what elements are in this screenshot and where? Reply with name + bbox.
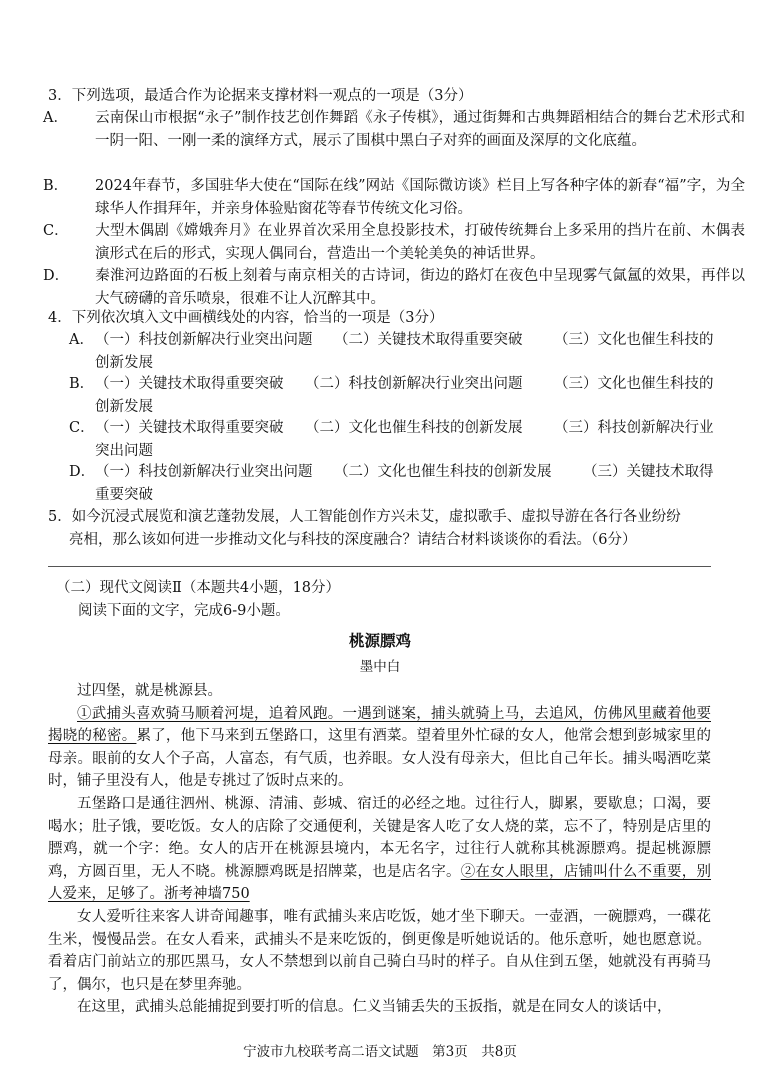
q4-option-a <box>69 329 714 374</box>
option-part-3: （三）文化也催生科技的 <box>554 376 714 392</box>
q3-option-d <box>43 265 745 310</box>
q3-option-b <box>43 175 745 220</box>
option-text: 云南保山市根据“永子”制作技艺创作舞蹈《永子传棋》，通过街舞和古典舞蹈相结合的舞台艺术形式和一阴一阳、一刚一柔的演绎方式，展示了围棋中黑白子对弈的画面及深厚的文化底蕴。 <box>95 110 745 149</box>
option-part-3-cont: 创新发展 <box>95 398 153 415</box>
question-3-stem: 3．下列选项，最适合作为论据来支撑材料一观点的一项是（3分） <box>48 88 473 104</box>
option-part-2: （二）文化也催生科技的创新发展 <box>334 464 552 480</box>
watermark-text: 浙考神墙750 <box>164 886 250 903</box>
paragraph-4: 女人爱听往来客人讲奇闻趣事，唯有武捕头来店吃饭，她才坐下聊天。一壶酒，一碗膘鸡，一碟花生米，慢慢品尝。在女人看来，武捕头不是来吃饭的，倒更像是听她说话的。他乐意听，她也愿意说。看着店门前站立的那匹黑马，女人不禁想到以前自己骑白马时的样子。自从住到五堡，她就没有再骑马了，偶尔，也只是在梦里奔驰。 <box>48 908 711 993</box>
paragraph-2 <box>48 703 711 793</box>
option-part-1: （一）科技创新解决行业突出问题 <box>95 464 313 480</box>
option-letter: D． <box>69 464 96 480</box>
paragraph-3-text: 五堡路口是通往泗州、桃源、清浦、彭城、宿迁的必经之地。过往行人，脚累，要歇息；口渴，要喝水；肚子饿，要吃饭。女人的店除了交通便利，关键是客人吃了女人烧的菜，忘不了，特别是店里的膘鸡，就一个字：绝。女人的店开在桃源县境内，本无名字，过往行人就称其桃源膘鸡。提起桃源膘鸡，方圆百里，无人不晓。桃源膘鸡既是招牌菜，也是店名字。 <box>48 795 711 880</box>
paragraph-3 <box>48 793 711 906</box>
option-part-1: （一）关键技术取得重要突破 <box>95 376 284 392</box>
page-footer: 宁波市九校联考高二语文试题 第3页 共8页 <box>243 1044 517 1060</box>
option-letter: A． <box>43 110 68 126</box>
option-letter: A． <box>69 332 94 348</box>
option-part-3-cont: 突出问题 <box>95 442 153 459</box>
paragraph-2-text: 累了，他下马来到五堡路口，这里有酒菜。望着里外忙碌的女人，他常会想到彭城家里的母亲。眼前的女人个子高，人富态，有气质，也养眼。女人没有母亲大，但比自己年长。捕头喝酒吃菜时，铺子里没有人，他是专挑过了饭时点来的。 <box>48 728 712 790</box>
question-5-line-2: 亮相，那么该如何进一步推动文化与科技的深度融合？请结合材料谈谈你的看法。（6分） <box>69 532 637 548</box>
option-part-1: （一）关键技术取得重要突破 <box>95 420 284 436</box>
option-letter: C． <box>43 223 69 239</box>
paragraph-1: 过四堡，就是桃源县。 <box>77 683 222 699</box>
option-text: 2024年春节，多国驻华大使在“国际在线”网站《国际微访谈》栏目上写各种字体的新春“福”字，为全球华人作揖拜年，并亲身体验贴窗花等春节传统文化习俗。 <box>95 178 745 217</box>
q4-option-b <box>69 373 714 418</box>
option-part-2: （二）科技创新解决行业突出问题 <box>305 376 523 392</box>
option-text: 大型木偶剧《嫦娥奔月》在业界首次采用全息投影技术，打破传统舞台上多采用的挡片在前、木偶表演形式在后的形式，实现人偶同台，营造出一个美轮美奂的神话世界。 <box>95 223 745 262</box>
option-part-3-cont: 重要突破 <box>95 486 153 503</box>
q3-option-c <box>43 220 745 265</box>
story-title: 桃源膘鸡 <box>348 632 411 650</box>
option-part-2: （二）文化也催生科技的创新发展 <box>305 420 523 436</box>
q4-option-d <box>69 461 714 506</box>
option-part-1: （一）科技创新解决行业突出问题 <box>95 332 313 348</box>
option-part-3: （三）文化也催生科技的 <box>554 332 714 348</box>
section-divider <box>48 566 711 567</box>
paragraph-5: 在这里，武捕头总能捕捉到要打听的信息。仁义当铺丢失的玉扳指，就是在同女人的谈话中， <box>77 999 672 1016</box>
option-part-3: （三）关键技术取得 <box>583 464 714 480</box>
option-letter: B． <box>69 376 95 392</box>
question-4-stem: 4．下列依次填入文中画横线处的内容，恰当的一项是（3分） <box>48 310 444 326</box>
option-letter: C． <box>69 420 95 436</box>
q4-option-c <box>69 417 714 462</box>
option-letter: B． <box>43 178 69 194</box>
option-part-3: （三）科技创新解决行业 <box>554 420 714 436</box>
option-letter: D． <box>43 268 70 284</box>
underlined-sentence-2-text: ②在女人眼里，店铺叫什么不重要，别人爱来，足够了。 <box>48 863 712 903</box>
section-heading: （二）现代文阅读Ⅱ（本题共4小题，18分） <box>56 580 341 596</box>
option-part-3-cont: 创新发展 <box>95 354 153 371</box>
story-body <box>48 680 711 1019</box>
question-5-line-1: 5．如今沉浸式展览和演艺蓬勃发展，人工智能创作方兴未艾，虚拟歌手、虚拟导游在各行各业纷纷 <box>48 509 681 525</box>
q3-option-a <box>43 107 745 152</box>
option-text: 秦淮河边路面的石板上刻着与南京相关的古诗词，街边的路灯在夜色中呈现雾气氤氲的效果，再伴以大气磅礴的音乐喷泉，很难不让人沉醉其中。 <box>95 268 745 307</box>
story-author: 墨中白 <box>359 659 401 675</box>
section-instruction: 阅读下面的文字，完成6-9小题。 <box>78 603 290 619</box>
option-part-2: （二）关键技术取得重要突破 <box>334 332 523 348</box>
underlined-sentence-1: ①武捕头喜欢骑马顺着河堤，追着风跑。一遇到谜案，捕头就骑上马，去追风，仿佛风里藏着他要揭晓的秘密。 <box>48 705 711 745</box>
